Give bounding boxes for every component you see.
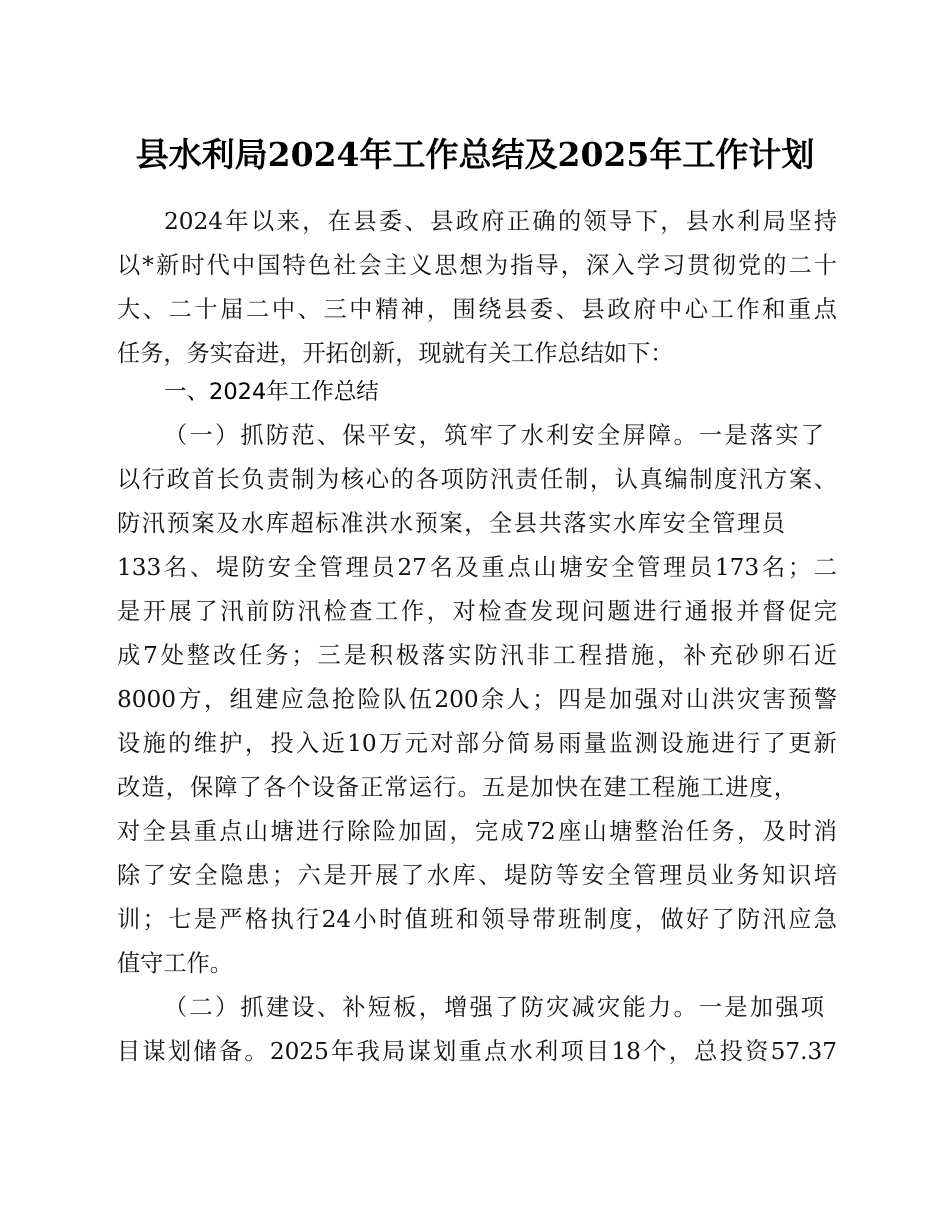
paragraph-line: 训；七是严格执行24小时值班和领导带班制度，做好了防汛应急 (117, 906, 837, 933)
paragraph-line: 对全县重点山塘进行除险加固，完成72座山塘整治任务，及时消 (117, 818, 837, 845)
paragraph-line: （二）抓建设、补短板，增强了防灾减灾能力。一是加强项 (164, 994, 824, 1021)
paragraph-line: 8000方，组建应急抢险队伍200余人；四是加强对山洪灾害预警 (117, 686, 837, 713)
paragraph-line: 是开展了汛前防汛检查工作，对检查发现问题进行通报并督促完 (117, 598, 837, 625)
paragraph-line: （一）抓防范、保平安，筑牢了水利安全屏障。一是落实了 (164, 422, 824, 449)
paragraph-line: 设施的维护，投入近10万元对部分简易雨量监测设施进行了更新 (117, 730, 837, 757)
section-heading: 一、2024年工作总结 (164, 379, 379, 405)
paragraph-line: 成7处整改任务；三是积极落实防汛非工程措施，补充砂卵石近 (117, 642, 837, 669)
paragraph-line: 值守工作。 (117, 950, 233, 977)
paragraph-line: 目谋划储备。2025年我局谋划重点水利项目18个，总投资57.37 (117, 1038, 837, 1065)
paragraph-line: 133名、堤防安全管理员27名及重点山塘安全管理员173名；二 (117, 554, 837, 581)
paragraph-line: 以*新时代中国特色社会主义思想为指导，深入学习贯彻党的二十 (117, 252, 837, 279)
paragraph-line: 改造，保障了各个设备正常运行。五是加快在建工程施工进度， (117, 774, 797, 801)
paragraph-line: 防汛预案及水库超标准洪水预案，全县共落实水库安全管理员 (117, 510, 785, 537)
paragraph-line: 除了安全隐患；六是开展了水库、堤防等安全管理员业务知识培 (117, 862, 837, 889)
paragraph-line: 以行政首长负责制为核心的各项防汛责任制，认真编制度汛方案、 (117, 466, 837, 493)
paragraph-line: 2024年以来，在县委、县政府正确的领导下，县水利局坚持 (164, 208, 837, 235)
document-title: 县水利局2024年工作总结及2025年工作计划 (135, 135, 815, 174)
paragraph-line: 大、二十届二中、三中精神，围绕县委、县政府中心工作和重点 (117, 296, 837, 323)
paragraph-line: 任务，务实奋进，开拓创新，现就有关工作总结如下： (117, 340, 674, 367)
